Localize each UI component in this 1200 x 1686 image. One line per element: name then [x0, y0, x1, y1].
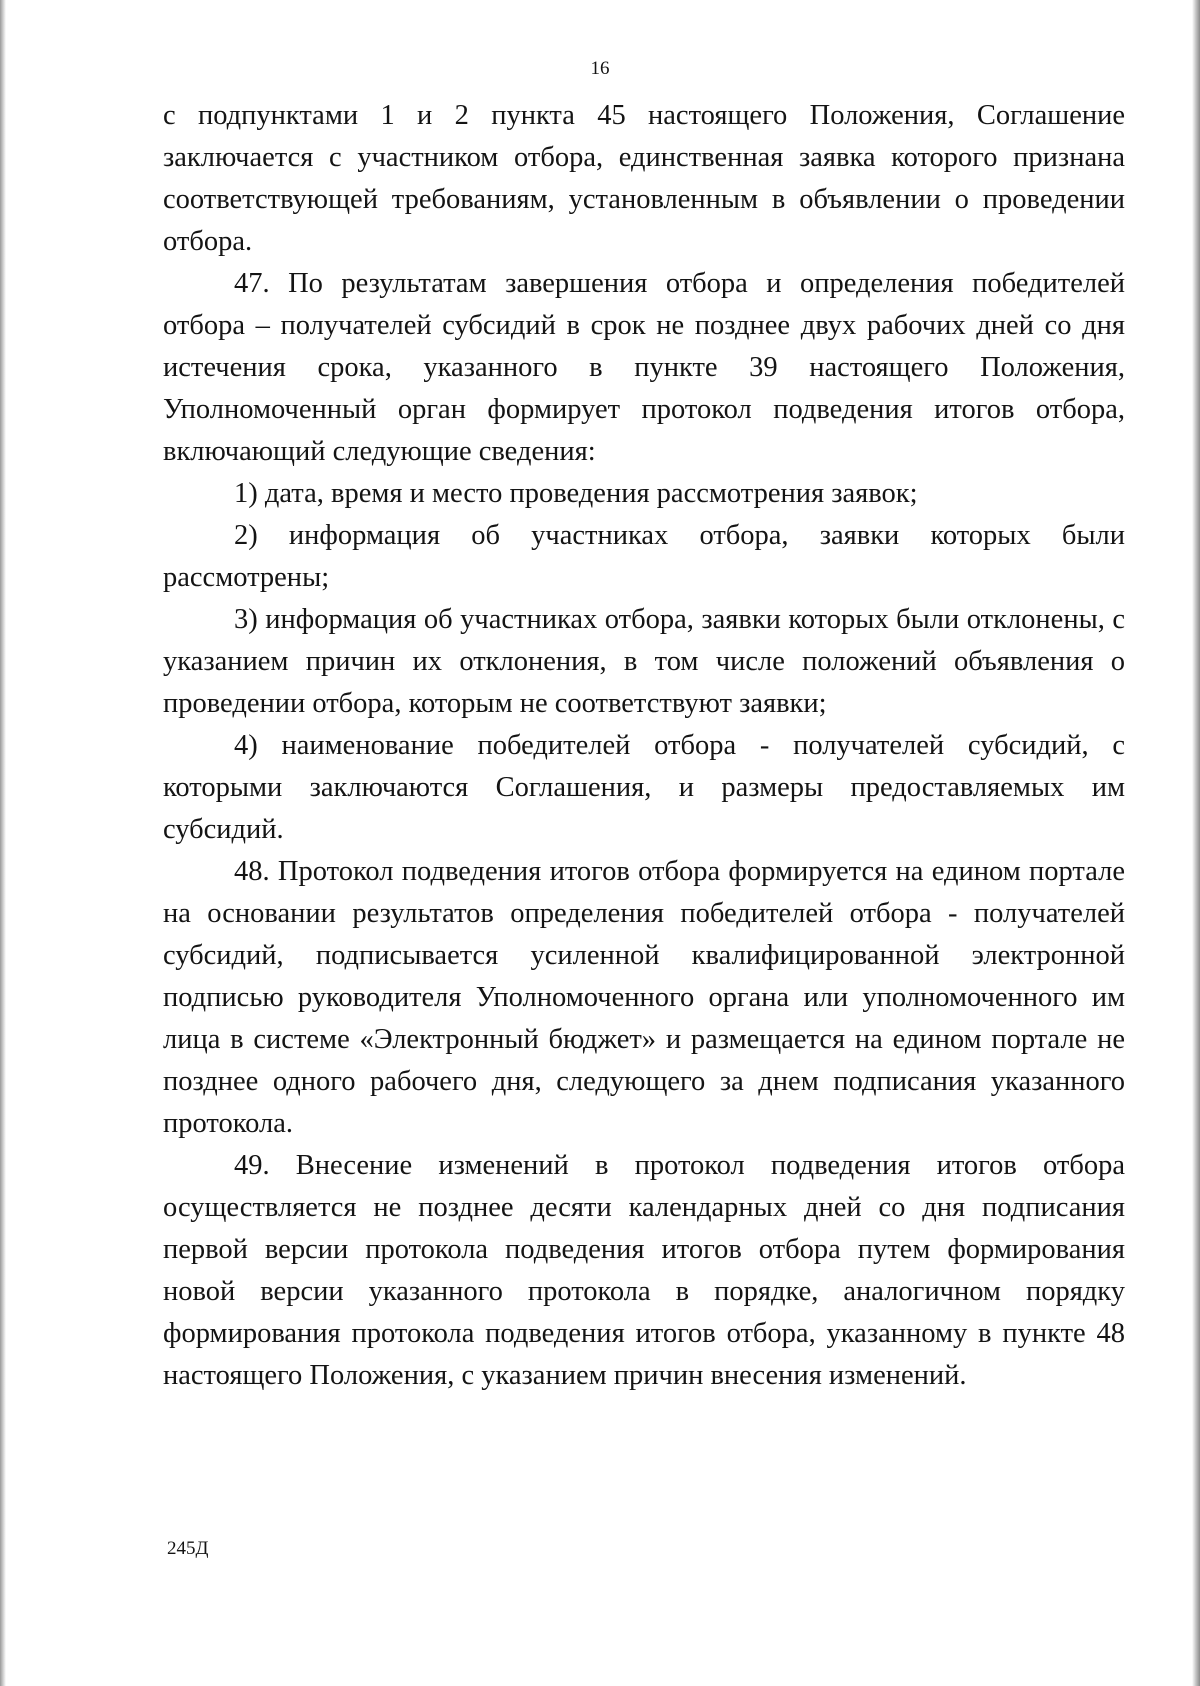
list-item-4: 4) наименование победителей отбора - получателей субсидий, с которыми заключаются Соглашения, и размеры предоставляемых им субсидий. [163, 730, 1125, 845]
page-number: 16 [590, 58, 610, 79]
document-body [163, 95, 1125, 1397]
list-item-2: 2) информация об участниках отбора, заявки которых были рассмотрены; [163, 520, 1125, 593]
paragraph-continuation: с подпунктами 1 и 2 пункта 45 настоящего Положения, Соглашение заключается с участником отбора, единственная заявка которого признана соответствующей требованиям, установленным в объявлении о проведении отбора. [163, 100, 1125, 257]
footer-document-code: 245Д [167, 1538, 209, 1559]
paragraph-49: 49. Внесение изменений в протокол подведения итогов отбора осуществляется не позднее десяти календарных дней со дня подписания первой версии протокола подведения итогов отбора путем формирования новой версии указанного протокола в порядке, аналогичном порядку формирования протокола подведения итогов отбора, указанному в пункте 48 настоящего Положения, с указанием причин внесения изменений. [163, 1150, 1125, 1391]
scan-edge-right [1192, 0, 1200, 1686]
paragraph-48: 48. Протокол подведения итогов отбора формируется на едином портале на основании результатов определения победителей отбора - получателей субсидий, подписывается усиленной квалифицированной электронной подписью руководителя Уполномоченного органа или уполномоченного им лица в системе «Электронный бюджет» и размещается на едином портале не позднее одного рабочего дня, следующего за днем подписания указанного протокола. [163, 856, 1125, 1139]
list-item-3: 3) информация об участниках отбора, заявки которых были отклонены, с указанием причин их отклонения, в том числе положений объявления о проведении отбора, которым не соответствуют заявки; [163, 604, 1125, 719]
list-item-1: 1) дата, время и место проведения рассмотрения заявок; [234, 478, 918, 509]
paragraph-47: 47. По результатам завершения отбора и определения победителей отбора – получателей субсидий в срок не позднее двух рабочих дней со дня истечения срока, указанного в пункте 39 настоящего Положения, Уполномоченный орган формирует протокол подведения итогов отбора, включающий следующие сведения: [163, 268, 1125, 467]
scan-edge-left [0, 0, 6, 1686]
